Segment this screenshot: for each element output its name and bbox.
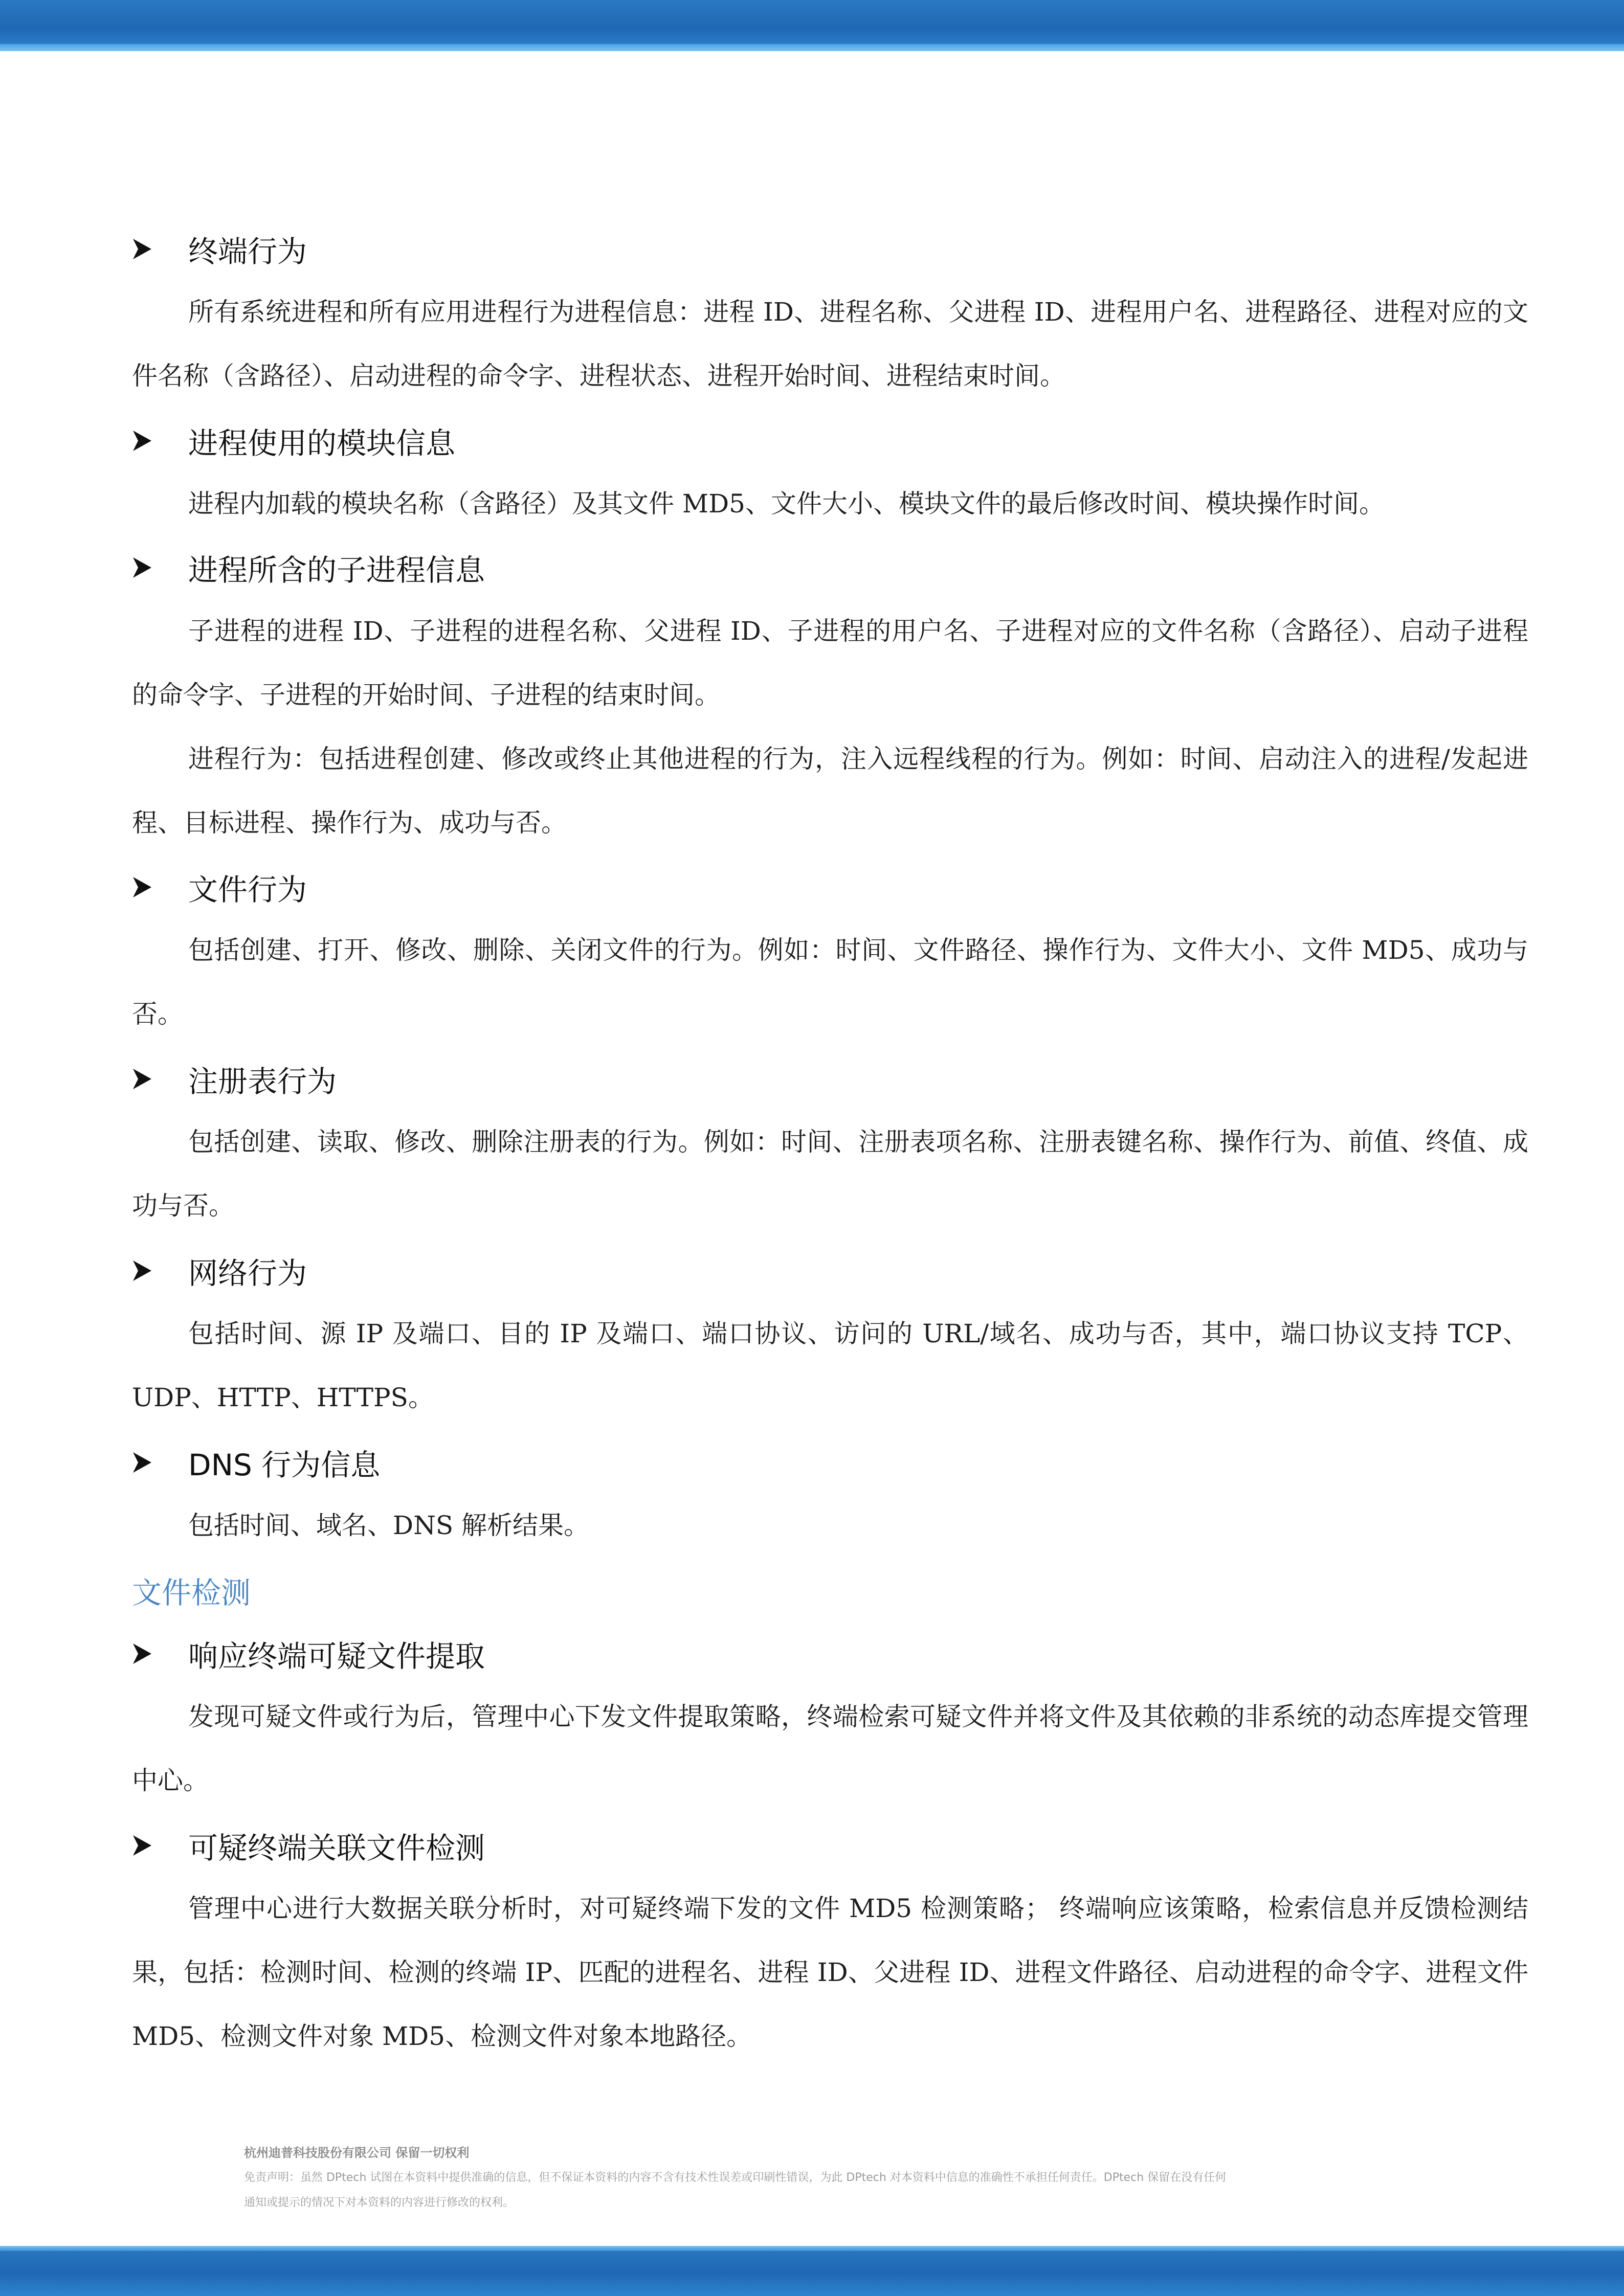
arrowhead-bullet-icon [132, 1451, 188, 1474]
heading-registry-behavior [132, 1057, 337, 1100]
heading-text: 注册表行为 [188, 1064, 337, 1099]
heading-text: 进程所含的子进程信息 [188, 553, 485, 588]
paragraph: 包括创建、打开、修改、删除、关闭文件的行为。例如：时间、文件路径、操作行为、文件大小、文件 MD5、成功与否。 [132, 935, 1528, 1029]
paragraph: 所有系统进程和所有应用进程行为进程信息：进程 ID、进程名称、父进程 ID、进程用户名、进程路径、进程对应的文件名称（含路径）、启动进程的命令字、进程状态、进程开始时间、进程结束时间。 [132, 297, 1528, 391]
heading-network-behavior [132, 1249, 307, 1292]
heading-suspicious-file-extraction [132, 1632, 485, 1675]
heading-text: 网络行为 [188, 1256, 307, 1291]
arrowhead-bullet-icon [132, 430, 188, 452]
heading-text: 可疑终端关联文件检测 [188, 1831, 485, 1865]
section-title-file-detection: 文件检测 [132, 1575, 251, 1610]
arrowhead-bullet-icon [132, 556, 188, 579]
paragraph: 进程行为：包括进程创建、修改或终止其他进程的行为，注入远程线程的行为。例如：时间、启动注入的进程/发起进程、目标进程、操作行为、成功与否。 [132, 744, 1528, 838]
heading-text: 终端行为 [188, 234, 307, 269]
heading-text: 进程使用的模块信息 [188, 426, 456, 461]
arrowhead-bullet-icon [132, 1834, 188, 1857]
heading-terminal-behavior [132, 228, 307, 271]
arrowhead-bullet-icon [132, 1068, 188, 1090]
paragraph: 进程内加载的模块名称（含路径）及其文件 MD5、文件大小、模块文件的最后修改时间、模块操作时间。 [188, 489, 1385, 519]
paragraph: 管理中心进行大数据关联分析时，对可疑终端下发的文件 MD5 检测策略； 终端响应该策略，检索信息并反馈检测结果，包括：检测时间、检测的终端 IP、匹配的进程名、进程 ID、父进程 ID、进程文件路径、启动进程的命令字、进程文件 MD5、检测文件对象 MD5、检测文件对象本地路径。 [132, 1894, 1528, 2051]
heading-associated-file-detection [132, 1824, 485, 1867]
heading-process-modules [132, 419, 455, 462]
footer-company: 杭州迪普科技股份有限公司 保留一切权利 [244, 2146, 470, 2160]
heading-text: 文件行为 [188, 872, 307, 907]
heading-text: 响应终端可疑文件提取 [188, 1639, 485, 1674]
arrowhead-bullet-icon [132, 1259, 188, 1282]
arrowhead-bullet-icon [132, 1642, 188, 1665]
paragraph: 子进程的进程 ID、子进程的进程名称、父进程 ID、子进程的用户名、子进程对应的文件名称（含路径）、启动子进程的命令字、子进程的开始时间、子进程的结束时间。 [132, 616, 1528, 710]
paragraph: 包括创建、读取、修改、删除注册表的行为。例如：时间、注册表项名称、注册表键名称、操作行为、前值、终值、成功与否。 [132, 1127, 1528, 1221]
footer-disclaimer: 通知或提示的情况下对本资料的内容进行修改的权利。 [244, 2196, 515, 2209]
arrowhead-bullet-icon [132, 238, 188, 260]
heading-text: DNS 行为信息 [188, 1448, 381, 1482]
paragraph: 包括时间、域名、DNS 解析结果。 [188, 1511, 589, 1540]
paragraph: 包括时间、源 IP 及端口、目的 IP 及端口、端口协议、访问的 URL/域名、成功与否，其中，端口协议支持 TCP、UDP、HTTP、HTTPS。 [132, 1319, 1528, 1412]
header-band [0, 0, 1624, 51]
arrowhead-bullet-icon [132, 876, 188, 898]
paragraph: 发现可疑文件或行为后，管理中心下发文件提取策略，终端检索可疑文件并将文件及其依赖的非系统的动态库提交管理中心。 [132, 1702, 1528, 1795]
heading-dns-behavior [132, 1441, 380, 1484]
footer-disclaimer: 免责声明：虽然 DPtech 试图在本资料中提供准确的信息，但不保证本资料的内容不含有技术性误差或印刷性错误，为此 DPtech 对本资料中信息的准确性不承担任何责任。DPtech 保留在没有任何 [244, 2171, 1227, 2184]
heading-file-behavior [132, 866, 307, 909]
heading-child-processes [132, 546, 485, 589]
footer-band [0, 2246, 1624, 2296]
